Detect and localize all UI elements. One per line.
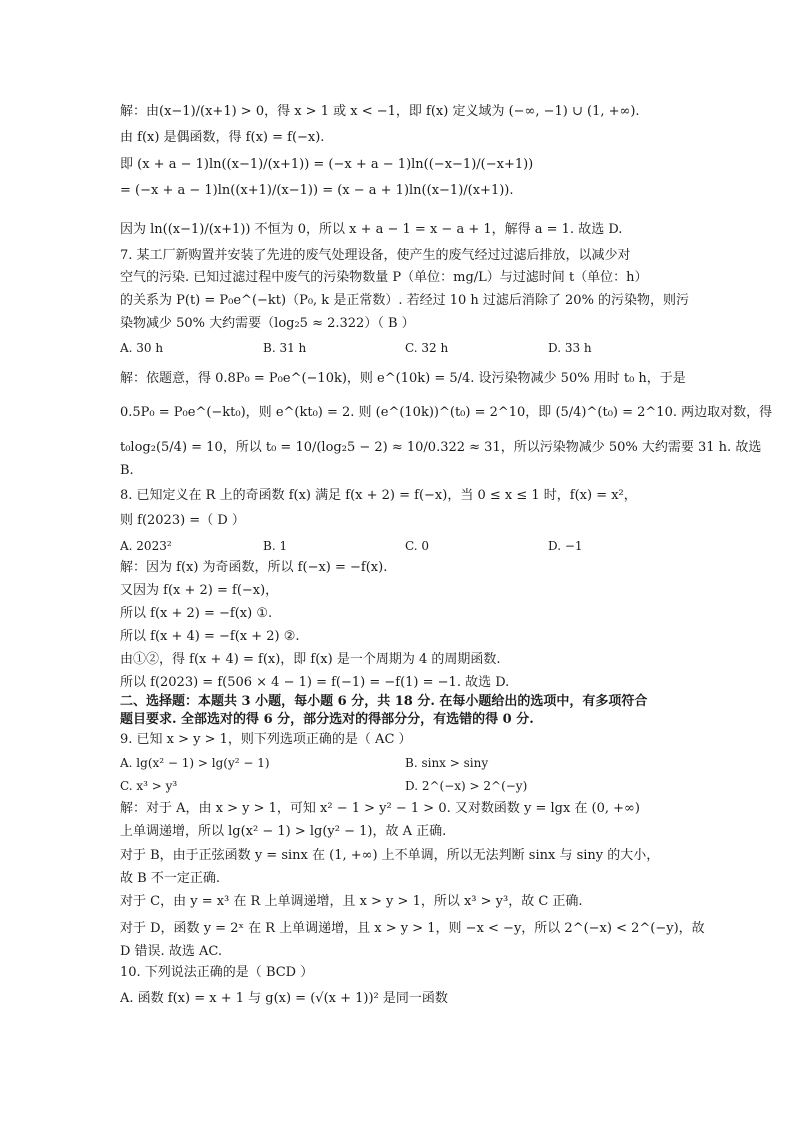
q9-solution-line-6: 对于 D，函数 y = 2ˣ 在 R 上单调递增，且 x > y > 1，则 −x < −y，所以 2^(−x) < 2^(−y)，故	[120, 921, 705, 936]
q9-option-c: C. x³ > y³	[120, 779, 178, 793]
q8-option-b: B. 1	[263, 539, 288, 553]
section-heading-line-2: 题目要求. 全部选对的得 6 分，部分选对的得部分分，有选错的得 0 分.	[120, 712, 534, 727]
q8-solution-line-2: 又因为 f(x + 2) = f(−x)，	[120, 583, 279, 598]
q10-stem: 10. 下列说法正确的是（ BCD ）	[120, 965, 314, 980]
q8-solution-line-1: 解：因为 f(x) 为奇函数，所以 f(−x) = −f(x).	[120, 560, 388, 575]
q8-option-a: A. 2023²	[120, 539, 172, 553]
q7-solution-line-3: t₀log₂(5/4) = 10，所以 t₀ = 10/(log₂5 − 2) ≈ 10/0.322 ≈ 31，所以污染物减少 50% 大约需要 31 h. 故选	[120, 440, 762, 455]
q9-solution-line-5: 对于 C，由 y = x³ 在 R 上单调递增，且 x > y > 1，所以 x³ > y³，故 C 正确.	[120, 894, 583, 909]
q7-stem-line-2: 空气的污染. 已知过滤过程中废气的污染物数量 P（单位：mg/L）与过滤时间 t（单位：h）	[120, 270, 648, 285]
q9-solution-line-4: 故 B 不一定正确.	[120, 871, 220, 886]
q6-solution-line-5: 因为 ln((x−1)/(x+1)) 不恒为 0，所以 x + a − 1 = x − a + 1，解得 a = 1. 故选 D.	[120, 222, 623, 237]
q7-option-a: A. 30 h	[120, 341, 164, 355]
q9-stem: 9. 已知 x > y > 1，则下列选项正确的是（ AC ）	[120, 732, 412, 747]
q9-option-b: B. sinx > siny	[405, 756, 489, 770]
q7-solution-line-4: B.	[120, 463, 134, 478]
q7-stem-line-4: 染物减少 50% 大约需要（log₂5 ≈ 2.322）（ B ）	[120, 316, 415, 331]
q6-solution-line-1: 解：由(x−1)/(x+1) > 0，得 x > 1 或 x < −1，即 f(x) 定义域为 (−∞, −1) ∪ (1, +∞).	[120, 104, 640, 119]
q8-solution-line-4: 所以 f(x + 4) = −f(x + 2) ②.	[120, 629, 300, 644]
q9-solution-line-2: 上单调递增，所以 lg(x² − 1) > lg(y² − 1)，故 A 正确.	[120, 824, 447, 839]
section-heading-line-1: 二、选择题：本题共 3 小题，每小题 6 分，共 18 分. 在每小题给出的选项中，有多项符合	[120, 694, 648, 709]
q9-solution-line-3: 对于 B，由于正弦函数 y = sinx 在 (1, +∞) 上不单调，所以无法判断 sinx 与 siny 的大小，	[120, 848, 660, 863]
q8-solution-line-5: 由①②，得 f(x + 4) = f(x)，即 f(x) 是一个周期为 4 的周期函数.	[120, 652, 501, 667]
q7-option-c: C. 32 h	[405, 341, 449, 355]
q10-option-a: A. 函数 f(x) = x + 1 与 g(x) = (√(x + 1))² 是同一函数	[120, 991, 448, 1006]
q9-solution-line-1: 解：对于 A，由 x > y > 1，可知 x² − 1 > y² − 1 > 0. 又对数函数 y = lgx 在 (0, +∞)	[120, 801, 640, 816]
q8-solution-line-6: 所以 f(2023) = f(506 × 4 − 1) = f(−1) = −f(1) = −1. 故选 D.	[120, 675, 510, 690]
q7-solution-line-1: 解：依题意，得 0.8P₀ = P₀e^(−10k)，则 e^(10k) = 5/4. 设污染物减少 50% 用时 t₀ h，于是	[120, 371, 686, 386]
q6-solution-line-3: 即 (x + a − 1)ln((x−1)/(x+1)) = (−x + a − 1)ln((−x−1)/(−x+1))	[120, 157, 534, 172]
q8-solution-line-3: 所以 f(x + 2) = −f(x) ①.	[120, 606, 273, 621]
q9-solution-line-7: D 错误. 故选 AC.	[120, 944, 222, 959]
q9-option-a: A. lg(x² − 1) > lg(y² − 1)	[120, 756, 270, 770]
q9-option-d: D. 2^(−x) > 2^(−y)	[405, 779, 528, 793]
q7-stem-line-1: 7. 某工厂新购置并安装了先进的废气处理设备，使产生的废气经过过滤后排放，以减少对	[120, 248, 631, 263]
q8-stem-line-2: 则 f(2023) =（ D ）	[120, 513, 245, 528]
q8-option-c: C. 0	[405, 539, 430, 553]
q8-stem-line-1: 8. 已知定义在 R 上的奇函数 f(x) 满足 f(x + 2) = f(−x)，当 0 ≤ x ≤ 1 时，f(x) = x²，	[120, 488, 637, 503]
q7-option-d: D. 33 h	[548, 341, 592, 355]
q6-solution-line-4: = (−x + a − 1)ln((x+1)/(x−1)) = (x − a + 1)ln((x−1)/(x+1)).	[120, 183, 514, 198]
q8-option-d: D. −1	[548, 539, 583, 553]
q7-option-b: B. 31 h	[263, 341, 307, 355]
q7-stem-line-3: 的关系为 P(t) = P₀e^(−kt)（P₀, k 是正常数）. 若经过 10 h 过滤后消除了 20% 的污染物，则污	[120, 293, 690, 308]
q7-solution-line-2: 0.5P₀ = P₀e^(−kt₀)，则 e^(kt₀) = 2. 则 (e^(10k))^(t₀) = 2^10，即 (5/4)^(t₀) = 2^10. 两边取对数，得	[120, 405, 773, 420]
q6-solution-line-2: 由 f(x) 是偶函数，得 f(x) = f(−x).	[120, 130, 325, 145]
